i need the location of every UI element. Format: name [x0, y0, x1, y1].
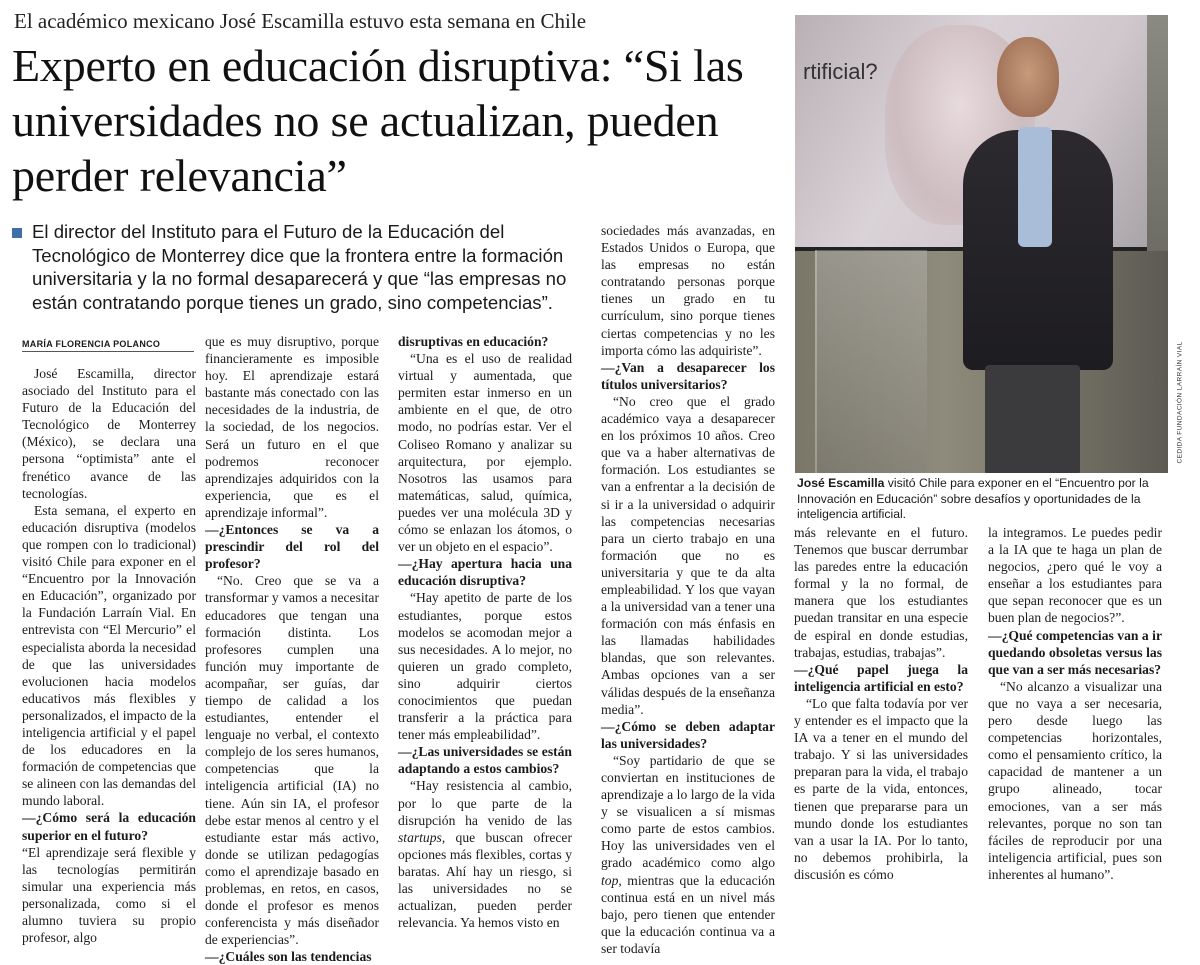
body-paragraph: José Escamilla, director asociado del Instituto para el Futuro de la Educación del Tecnológico de Monterrey (México), se declara una persona “optimista” ante el frenético avance de las tecnologías. [22, 366, 196, 501]
caption-text: visitó Chile para exponer en el “Encuentro por la Innovación en Educación” sobre desafíos y oportunidades de la inteligencia artificial. [797, 476, 1149, 521]
speaker-head [997, 37, 1059, 117]
byline: MARÍA FLORENCIA POLANCO [22, 339, 194, 352]
kicker: El académico mexicano José Escamilla estuvo esta semana en Chile [14, 9, 587, 33]
column-2 [205, 333, 379, 965]
body-paragraph: “No creo que el grado académico vaya a desaparecer en los próximos 10 años. Creo que va a haber alternativas de formación. Los estudiantes se van a enfrentar a la decisión de si ir a la universidad o adquirir las competencias necesarias para un cierto trabajo en una formación que no es universitaria y que te da alta empleabilidad. Y los que vayan a la universidad van a tener una formación con más énfasis en las llamadas habilidades blandas, que son relevantes. Ambas opciones van a ser válidas después de la enseñanza media”. [601, 393, 775, 717]
photo-caption [797, 476, 1169, 523]
bullet-square-icon [12, 228, 22, 238]
interview-question: —¿Cuáles son las tendencias [205, 949, 372, 965]
body-paragraph: “No alcanzo a visualizar una que no vaya a ser necesaria, pero desde luego las competencias horizontales, como el pensamiento crítico, la capacidad de mantener a un grupo alineado, tocar emociones, van a ser más relevantes, porque no son tan fáciles de reproducir por una inteligencia artificial, pues son inherentes al humano”. [988, 678, 1162, 882]
interview-question: —¿Cómo se deben adaptar las universidades? [601, 718, 775, 751]
interview-question: —¿Hay apertura hacia una educación disruptiva? [398, 556, 572, 589]
body-text: “Soy partidario de que se conviertan en instituciones de aprendizaje a lo largo de la vida y se visualicen a sí mismas como parte de estos cambios. Hoy las universidades ven el grado académico como algo [601, 752, 775, 871]
photo-credit [1170, 341, 1184, 465]
body-paragraph-flow: sociedades más avanzadas, en Estados Unidos o Europa, que las empresas no están contratando personas porque tienes un grado en tu currículum, sino porque tienes ciertas competencias y no les importa cómo las adquiriste”. [601, 223, 775, 358]
speaker-legs [985, 365, 1080, 473]
podium [815, 250, 927, 473]
body-paragraph: “Hay apetito de parte de los estudiantes, porque estos modelos se acomodan mejor a sus necesidades. A lo mejor, no quieren un grado completo, sino adquirir ciertos conocimientos que puedan transferir a la práctica para tener más empleabilidad”. [398, 590, 572, 743]
body-paragraph [601, 752, 775, 957]
body-paragraph-flow: “El aprendizaje será flexible y las tecnologías permitirán simular una experiencia más personalizada, como si el alumno tuviera su propio profesor, algo [22, 844, 196, 946]
body-paragraph-flow: que es muy disruptivo, porque financieramente es imposible hoy. El aprendizaje estará bastante más conectado con las necesidades de la industria, de la sociedad, de los negocios. Será un futuro en el que podremos reconocer aprendizajes adquiridos con la experiencia, que es el aprendizaje informal”. [205, 334, 379, 520]
body-paragraph: Esta semana, el experto en educación disruptiva (modelos que rompen con lo tradicional) visitó Chile para exponer en el “Encuentro por la Innovación en Educación”, organizado por la Fundación Larraín Vial. En entrevista con “El Mercurio” el especialista aborda la necesidad de que las universidades evolucionen hacia modelos educativos más flexibles y personalizados, el impacto de la inteligencia artificial y el papel de los educadores en la formación de competencias que se alineen con las demandas del mundo laboral. [22, 502, 197, 809]
interview-question: —¿Van a desaparecer los títulos universitarios? [601, 359, 775, 392]
body-paragraph: “No. Creo que se va a transformar y vamos a necesitar educadores que tengan una formación distinta. Los profesores cumplen una función muy importante de acompañar, ser guías, dar tiempo de calidad a los estudiantes, entender el lenguaje no verbal, el contexto complejo de los seres humanos, competencias que la inteligencia artificial (IA) no tiene. Aún sin IA, el profesor debe estar menos al centro y el estudiante estar más activo, donde se utilizan pedagogías como el aprendizaje basado en problemas, en retos, en casos, donde el profesor es menos conferencista y más diseñador de experiencias”. [205, 573, 379, 948]
column-4 [601, 222, 775, 957]
column-3 [398, 333, 572, 931]
interview-question: —¿Cómo será la educación superior en el futuro? [22, 810, 196, 843]
caption-name: José Escamilla [797, 476, 885, 490]
body-emphasis: top [601, 872, 619, 888]
speaker-photo [795, 15, 1168, 473]
body-text: “Hay resistencia al cambio, por lo que parte de la disrupción ha venido de las [398, 778, 572, 828]
body-paragraph: “Una es el uso de realidad virtual y aumentada, que permiten estar inmerso en un ambiente en el que, de otro modo, no podrías estar. Ver el Coliseo Romano y analizar su arquitectura, por ejemplo. Nosotros las usamos para matemáticas, salud, química, puedes ver una molécula 3D y cómo se enlazan los átomos, o ver un objeto en el espacio”. [398, 351, 572, 555]
body-emphasis: startups [398, 829, 442, 845]
lead-text: El director del Instituto para el Futuro de la Educación del Tecnológico de Monterrey dice que la frontera entre la formación universitaria y la no formal desaparecerá y que “las empresas no están contratando porque tienes un grado, sino competencias”. [32, 221, 567, 313]
interview-question: —¿Las universidades se están adaptando a estos cambios? [398, 744, 572, 777]
body-paragraph: “Lo que falta todavía por ver y entender es el impacto que la IA va a tener en el mundo del trabajo. Y si las universidades preparan para la vida, el trabajo es parte de la vida, entonces, tienen que prepararse para un mundo donde los estudiantes van a usar la IA. Por lo tanto, no debemos prohibirla, la discusión es cómo [794, 695, 968, 882]
body-text: , mientras que la educación continua está en un nivel más bajo, pero tienen que entender que la educación continua va a ser todavía [601, 872, 775, 956]
body-paragraph-flow: la integramos. Le puedes pedir a la IA que te haga un plan de negocios, ¿pero qué le voy a enseñar a los estudiantes para que sepan reconocer que es un buen plan de negocios?”. [988, 525, 1162, 626]
body-paragraph-flow: más relevante en el futuro. Tenemos que buscar derrumbar las paredes entre la educación formal y la no formal, de manera que los estudiantes puedan transitar en una especie de espiral en donde estudias, trabajas, estudias, trabajas”. [794, 525, 968, 660]
photo-credit-text: CEDIDA FUNDACIÓN LARRAÍN VIAL [1176, 341, 1184, 464]
column-1 [22, 365, 196, 946]
interview-question: —¿Entonces se va a prescindir del rol del profesor? [205, 522, 379, 572]
headline: Experto en educación disruptiva: “Si las universidades no se actualizan, pueden perder relevancia” [12, 40, 744, 201]
column-6 [988, 524, 1162, 883]
speaker-shirt [1018, 127, 1052, 247]
interview-question: —¿Qué papel juega la inteligencia artificial en esto? [794, 661, 968, 694]
screen-text: rtificial? [803, 59, 878, 84]
interview-question: —¿Qué competencias van a ir quedando obsoletas versus las que van a ser más necesarias? [988, 627, 1162, 677]
lead-paragraph [12, 220, 587, 314]
body-text: , que buscan ofrecer opciones más flexibles, cortas y baratas. Ahí hay un riesgo, si las universidades no se actualizan, pueden perder relevancia. Ya hemos visto en [398, 829, 572, 931]
body-paragraph [398, 777, 572, 931]
column-5 [794, 524, 968, 883]
interview-question: disruptivas en educación? [398, 334, 549, 349]
